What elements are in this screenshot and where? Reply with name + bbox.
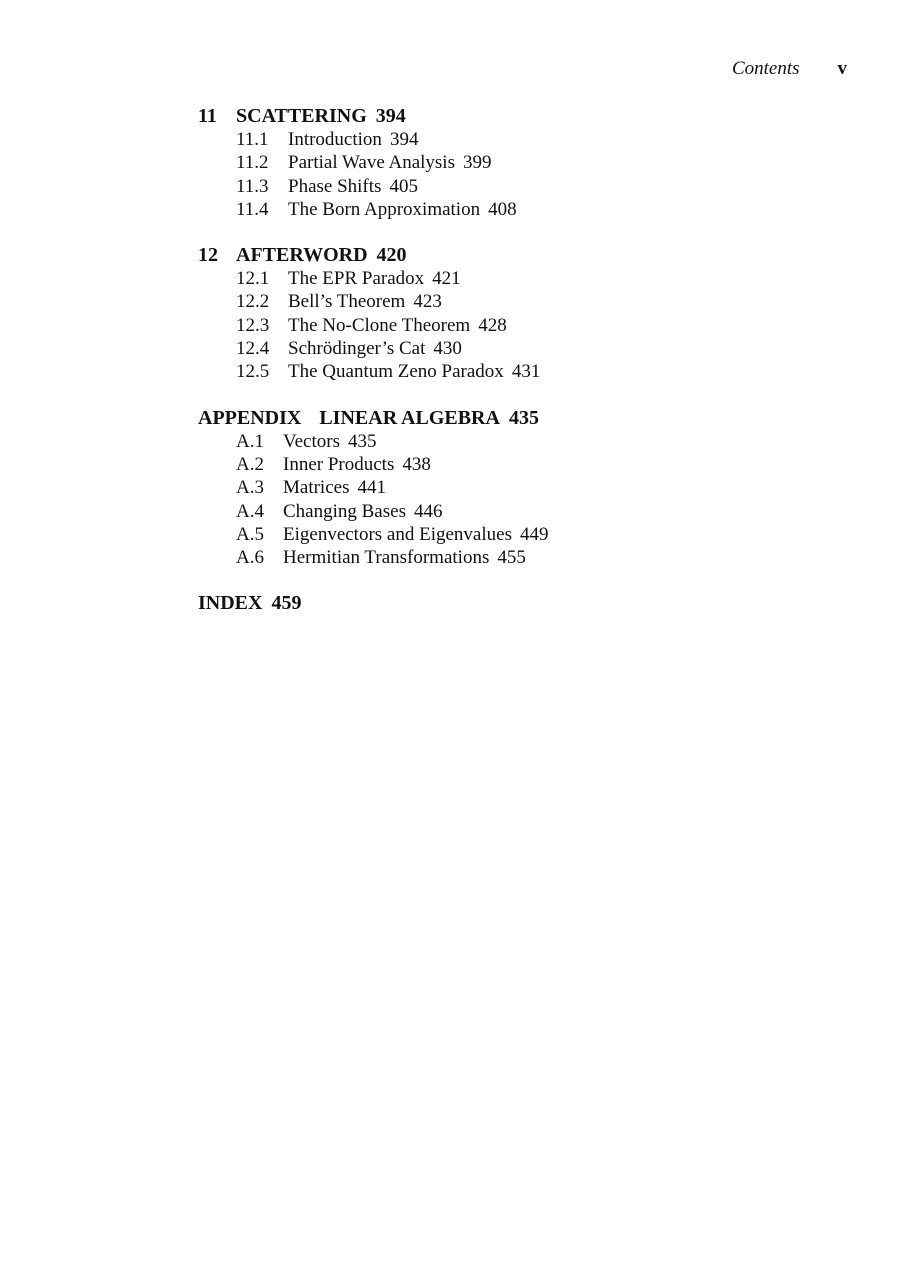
chapter-page: 420 <box>376 244 407 267</box>
section-entry[interactable] <box>236 151 878 174</box>
section-page: 399 <box>462 152 492 174</box>
section-entry[interactable] <box>236 546 878 569</box>
section-number: 12.2 <box>236 291 270 313</box>
section-entry[interactable] <box>236 175 878 198</box>
section-title: Vectors <box>283 430 340 452</box>
section-title: The No-Clone Theorem <box>288 314 471 336</box>
appendix-label: APPENDIX <box>198 406 302 429</box>
section-number: A.6 <box>236 547 264 569</box>
index-title: INDEX <box>198 592 263 615</box>
section-title: The Born Approximation <box>288 198 481 220</box>
section-page: 446 <box>413 500 443 522</box>
chapter-heading[interactable] <box>198 104 878 128</box>
section-list <box>198 430 878 570</box>
section-title: Matrices <box>283 477 350 499</box>
section-entry[interactable] <box>236 523 878 546</box>
appendix-title: LINEAR ALGEBRA <box>319 406 500 429</box>
running-head-title: Contents <box>731 58 800 79</box>
section-page: 435 <box>347 430 377 452</box>
section-entry[interactable] <box>236 290 878 313</box>
section-entry[interactable] <box>236 430 878 453</box>
section-title: Eigenvectors and Eigenvalues <box>283 523 512 545</box>
section-title: The EPR Paradox <box>288 268 425 290</box>
section-entry[interactable] <box>236 128 878 151</box>
section-number: A.4 <box>236 500 264 522</box>
section-number: 12.3 <box>236 314 270 336</box>
section-title: Phase Shifts <box>288 175 382 197</box>
section-entry[interactable] <box>236 337 878 360</box>
chapter-heading[interactable] <box>198 243 878 267</box>
section-number: 12.5 <box>236 361 270 383</box>
section-number: A.1 <box>236 430 264 452</box>
appendix <box>198 406 878 570</box>
appendix-heading[interactable] <box>198 406 878 430</box>
chapter-title: AFTERWORD <box>236 244 368 267</box>
section-page: 430 <box>433 338 462 360</box>
chapter-number: 12 <box>198 244 218 267</box>
section-title: Bell’s Theorem <box>288 291 406 313</box>
section-title: The Quantum Zeno Paradox <box>288 361 504 383</box>
section-entry[interactable] <box>236 314 878 337</box>
section-entry[interactable] <box>236 476 878 499</box>
section-list <box>198 128 878 221</box>
section-title: Schrödinger’s Cat <box>288 338 426 360</box>
section-title: Introduction <box>288 129 382 150</box>
section-entry[interactable] <box>236 267 878 290</box>
section-page: 438 <box>402 453 431 475</box>
section-entry[interactable] <box>236 500 878 523</box>
page-number: v <box>837 58 847 79</box>
section-number: 11.2 <box>236 152 269 174</box>
section-number: A.3 <box>236 477 264 499</box>
section-title: Changing Bases <box>283 500 406 522</box>
table-of-contents <box>198 104 878 615</box>
section-number: 11.3 <box>236 175 269 197</box>
section-page: 428 <box>478 314 507 336</box>
chapter-11 <box>198 104 878 221</box>
index-entry[interactable] <box>198 591 878 615</box>
section-title: Partial Wave Analysis <box>288 152 455 174</box>
running-head <box>732 58 847 80</box>
appendix-page: 435 <box>508 406 539 429</box>
section-page: 441 <box>357 477 386 499</box>
section-number: A.5 <box>236 523 264 545</box>
section-entry[interactable] <box>236 453 878 476</box>
section-page: 449 <box>519 523 549 545</box>
section-page: 408 <box>488 198 517 220</box>
section-page: 394 <box>389 129 419 150</box>
section-list <box>198 267 878 383</box>
section-page: 431 <box>511 361 541 383</box>
section-page: 421 <box>432 268 461 290</box>
section-page: 423 <box>413 291 442 313</box>
section-entry[interactable] <box>236 360 878 383</box>
section-page: 405 <box>389 175 418 197</box>
section-number: 11.4 <box>236 198 269 220</box>
chapter-12 <box>198 243 878 383</box>
section-entry[interactable] <box>236 198 878 221</box>
section-title: Inner Products <box>283 453 395 475</box>
section-number: A.2 <box>236 453 264 475</box>
index-page: 459 <box>271 592 302 615</box>
section-number: 12.4 <box>236 338 270 360</box>
section-title: Hermitian Transformations <box>283 547 490 569</box>
chapter-title: SCATTERING <box>236 105 367 127</box>
section-number: 12.1 <box>236 268 270 290</box>
section-number: 11.1 <box>236 129 269 150</box>
chapter-page: 394 <box>375 105 406 127</box>
section-page: 455 <box>497 547 526 569</box>
chapter-number: 11 <box>198 105 217 127</box>
